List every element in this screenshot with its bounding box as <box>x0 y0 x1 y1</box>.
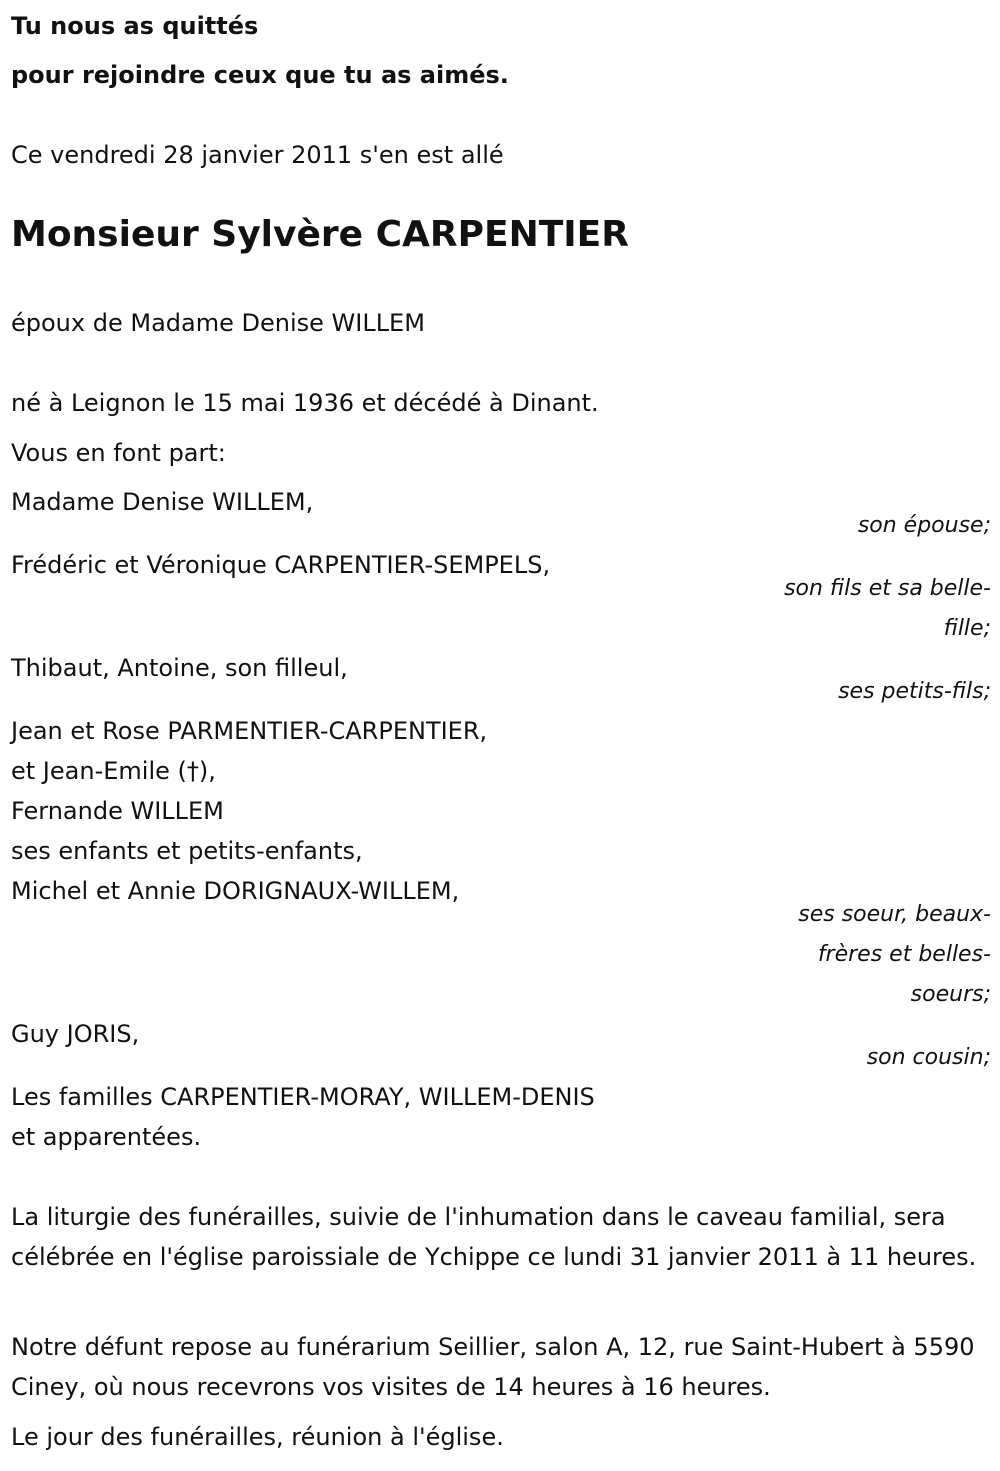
family-member-4-line-5: Michel et Annie DORIGNAUX-WILLEM, <box>11 877 460 905</box>
relation-1: son épouse; <box>857 513 991 538</box>
family-member-4-line-2: et Jean-Emile (†), <box>11 757 216 785</box>
family-member-4-line-3: Fernande WILLEM <box>11 797 224 825</box>
family-member-4-line-4: ses enfants et petits-enfants, <box>11 837 363 865</box>
family-member-6-line-1: Les familles CARPENTIER-MORAY, WILLEM-DENIS <box>11 1083 595 1111</box>
family-member-3: Thibaut, Antoine, son filleul, <box>11 654 348 682</box>
birth-death-line: né à Leignon le 15 mai 1936 et décédé à Dinant. <box>11 389 599 417</box>
relation-5: son cousin; <box>866 1045 991 1070</box>
intro-text: Ce vendredi 28 janvier 2011 s'en est allé <box>11 141 504 169</box>
announcement-line: Vous en font part: <box>11 439 226 467</box>
deceased-name: Monsieur Sylvère CARPENTIER <box>11 214 629 255</box>
liturgy-paragraph: La liturgie des funérailles, suivie de l'inhumation dans le caveau familial, sera célébrée en l'église paroissiale de Ychippe ce lundi 31 janvier 2011 à 11 heures. <box>11 1203 977 1271</box>
spouse-line: époux de Madame Denise WILLEM <box>11 309 425 337</box>
header-line-2: pour rejoindre ceux que tu as aimés. <box>11 61 509 89</box>
family-member-6-line-2: et apparentées. <box>11 1123 202 1151</box>
relation-4: ses soeur, beaux-frères et belles-soeurs; <box>798 902 991 1007</box>
family-member-1: Madame Denise WILLEM, <box>11 488 314 516</box>
family-member-5: Guy JORIS, <box>11 1020 140 1048</box>
relation-2: son fils et sa belle-fille; <box>784 576 991 641</box>
family-member-4-line-1: Jean et Rose PARMENTIER-CARPENTIER, <box>11 717 488 745</box>
meeting-paragraph: Le jour des funérailles, réunion à l'église. <box>11 1423 504 1451</box>
relation-3: ses petits-fils; <box>838 679 991 704</box>
header-line-1: Tu nous as quittés <box>11 12 259 40</box>
family-member-2: Frédéric et Véronique CARPENTIER-SEMPELS, <box>11 551 551 579</box>
visitation-paragraph: Notre défunt repose au funérarium Seillier, salon A, 12, rue Saint-Hubert à 5590 Ciney, où nous recevrons vos visites de 14 heures à 16 heures. <box>11 1333 975 1401</box>
